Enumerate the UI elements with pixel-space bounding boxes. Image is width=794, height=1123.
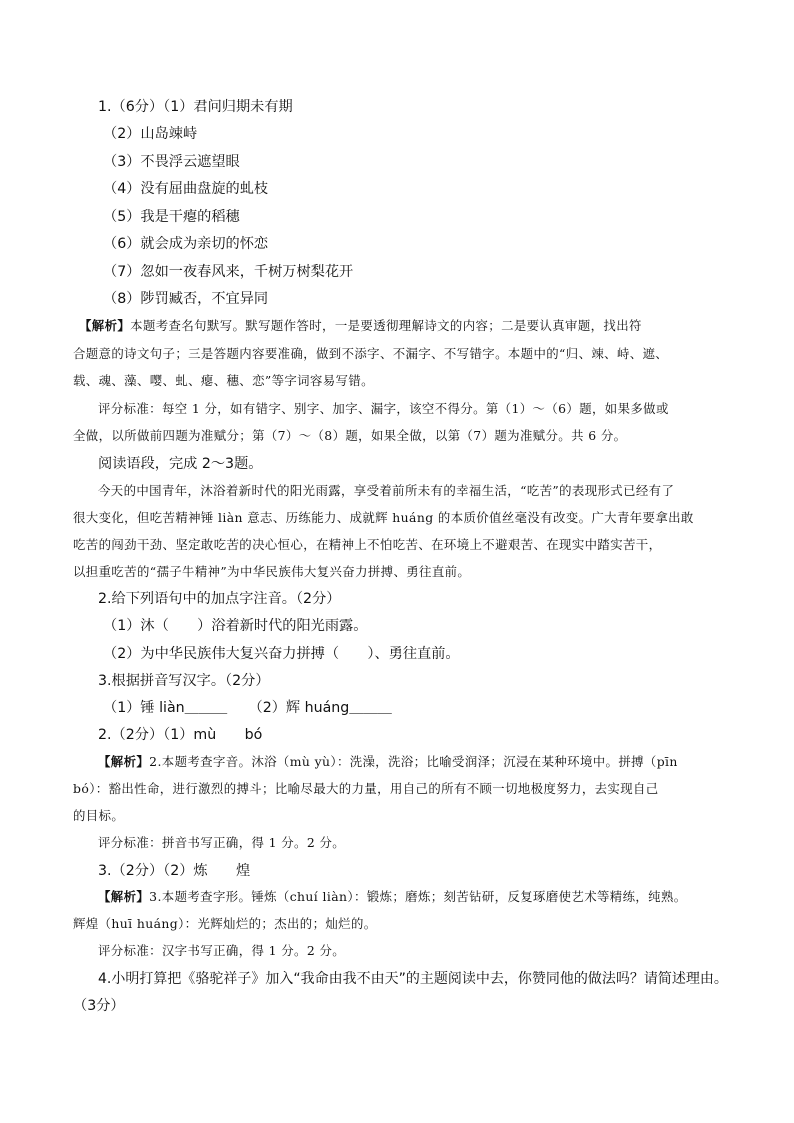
q1-answer-4: （4）没有屈曲盘旋的虬枝 (103, 181, 269, 197)
q1-answer-2: （2）山岛竦峙 (103, 126, 198, 142)
reading-intro: 阅读语段，完成 2～3题。 (98, 456, 263, 472)
ans2-heading: 2.（2分）（1）mù bó (98, 727, 263, 743)
reading-passage-line-3: 吃苦的闯劲干劲、坚定敢吃苦的决心恒心，在精神上不怕吃苦、在环境上不避艰苦、在现实中踏实苦干， (73, 537, 662, 552)
q1-answer-7: （7）忽如一夜春风来，千树万树梨花开 (103, 264, 354, 280)
reading-passage-line-1: 今天的中国青年，沐浴着新时代的阳光雨露，享受着前所未有的幸福生活，“吃苦”的表现形式已经有了 (98, 483, 675, 498)
q1-analysis-line-2: 合题意的诗文句子；三是答题内容要准确，做到不添字、不漏字、不写错字。本题中的“归、竦、峙、遮、 (73, 346, 669, 361)
q1-scoring-line-2: 全做，以所做前四题为准赋分；第（7）～（8）题，如果全做，以第（7）题为准赋分。共 6 分。 (73, 428, 627, 443)
ans3-heading: 3.（2分）（2）炼 煌 (98, 863, 251, 879)
analysis-tag: 【解析】 (79, 318, 131, 333)
ans3-analysis-line-1: 【解析】3.本题考查字形。锤炼（chuí liàn）：锻炼；磨炼；刻苦钻研，反复琢磨使艺术等精练，纯熟。 (98, 889, 687, 904)
analysis-tag: 【解析】 (98, 754, 150, 769)
reading-passage-line-4: 以担重吃苦的“孺子牛精神”为中华民族伟大复兴奋力拼搏、勇往直前。 (73, 564, 471, 579)
q1-heading: 1.（6分）（1）君问归期未有期 (98, 99, 293, 115)
q2-sentence-1: （1）沐（ ）浴着新时代的阳光雨露。 (103, 618, 368, 634)
q3-heading: 3.根据拼音写汉字。（2分） (98, 673, 270, 689)
ans2-analysis-line-3: 的目标。 (73, 808, 125, 823)
ans3-scoring: 评分标准：汉字书写正确，得 1 分。2 分。 (98, 943, 346, 958)
q1-answer-6: （6）就会成为亲切的怀恋 (103, 236, 269, 252)
ans2-analysis-line-2: bó）：豁出性命，进行激烈的搏斗；比喻尽最大的力量，用自己的所有不顾一切地极度努力，去实现自己 (73, 781, 659, 796)
q2-sentence-2: （2）为中华民族伟大复兴奋力拼搏（ ）、勇往直前。 (103, 646, 460, 662)
reading-passage-line-2: 很大变化，但吃苦精神锤 liàn 意志、历练能力、成就辉 huáng 的本质价值丝毫没有改变。广大青年要拿出敢 (73, 510, 694, 525)
ans2-analysis-line-1: 【解析】2.本题考查字音。沐浴（mù yù）：洗澡，洗浴；比喻受润泽；沉浸在某种环境中。拼搏（pīn (98, 754, 678, 769)
q4-heading: 4.小明打算把《骆驼祥子》加入“我命由我不由天”的主题阅读中去，你赞同他的做法吗？请简述理由。 (98, 971, 728, 987)
q4-score: （3分） (73, 998, 125, 1014)
ans2-scoring: 评分标准：拼音书写正确，得 1 分。2 分。 (98, 835, 346, 850)
ans3-analysis-line-2: 辉煌（huī huáng）：光辉灿烂的；杰出的；灿烂的。 (73, 916, 377, 931)
q1-analysis-line-3: 载、魂、藻、嘤、虬、瘪、穗、恋”等字词容易写错。 (73, 373, 374, 388)
q1-analysis-line-1: 【解析】本题考查名句默写。默写题作答时，一是要透彻理解诗文的内容；二是要认真审题，找出符 (79, 318, 642, 333)
q2-heading: 2.给下列语句中的加点字注音。（2分） (98, 591, 341, 607)
q1-scoring-line-1: 评分标准：每空 1 分，如有错字、别字、加字、漏字，该空不得分。第（1）～（6）题，如果多做或 (98, 401, 669, 416)
q1-answer-5: （5）我是干瘪的稻穗 (103, 209, 240, 225)
q1-answer-8: （8）陟罚臧否，不宜异同 (103, 291, 269, 307)
q3-items: （1）锤 liàn＿＿＿ （2）辉 huáng＿＿＿ (103, 700, 392, 716)
analysis-tag: 【解析】 (98, 889, 150, 904)
q1-answer-3: （3）不畏浮云遮望眼 (103, 154, 240, 170)
